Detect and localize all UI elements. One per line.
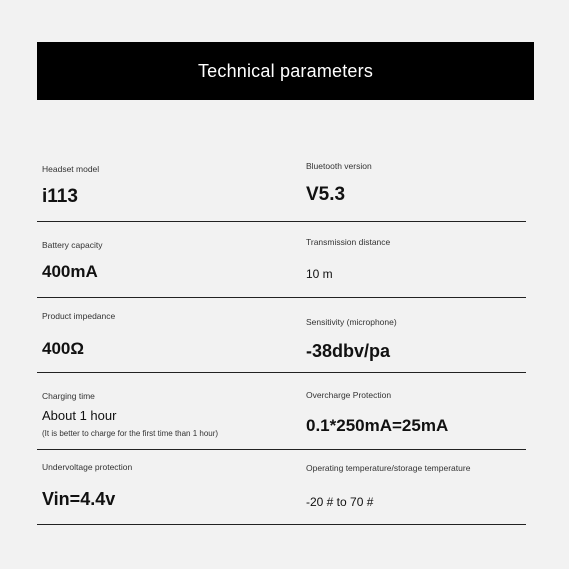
param-operating-temperature <box>306 463 526 513</box>
param-note: (It is better to charge for the first time than 1 hour) <box>42 429 219 438</box>
row-divider <box>37 449 526 450</box>
param-value: 10 m <box>306 267 333 281</box>
param-battery-capacity <box>42 240 262 290</box>
param-bluetooth-version <box>306 161 526 211</box>
param-transmission-distance <box>306 237 526 287</box>
param-headset-model <box>42 164 262 214</box>
param-value: i113 <box>42 186 78 207</box>
row-divider <box>37 297 526 298</box>
param-label: Battery capacity <box>42 240 103 250</box>
param-label: Operating temperature/storage temperature <box>306 463 471 473</box>
row-divider <box>37 221 526 222</box>
header-banner <box>37 42 534 100</box>
param-value: Vin=4.4v <box>42 489 116 509</box>
param-charging-time <box>42 391 272 446</box>
param-value: -20 # to 70 # <box>306 495 374 509</box>
param-value: 400mA <box>42 262 98 281</box>
param-label: Undervoltage protection <box>42 462 133 472</box>
param-value: 400Ω <box>42 339 84 358</box>
param-label: Overcharge Protection <box>306 390 392 400</box>
row-divider <box>37 524 526 525</box>
param-label: Sensitivity (microphone) <box>306 317 397 327</box>
param-undervoltage-protection <box>42 462 262 512</box>
row-divider <box>37 372 526 373</box>
param-label: Charging time <box>42 391 95 401</box>
param-label: Product impedance <box>42 311 116 321</box>
param-value: V5.3 <box>306 184 346 205</box>
param-label: Transmission distance <box>306 237 391 247</box>
param-value: -38dbv/pa <box>306 341 391 361</box>
param-label: Bluetooth version <box>306 161 372 171</box>
param-label: Headset model <box>42 164 100 174</box>
page-title: Technical parameters <box>197 60 374 81</box>
param-value: About 1 hour <box>42 408 117 423</box>
param-product-impedance <box>42 311 262 361</box>
param-value: 0.1*250mA=25mA <box>306 416 449 435</box>
param-overcharge-protection <box>306 390 526 440</box>
param-sensitivity <box>306 317 526 367</box>
